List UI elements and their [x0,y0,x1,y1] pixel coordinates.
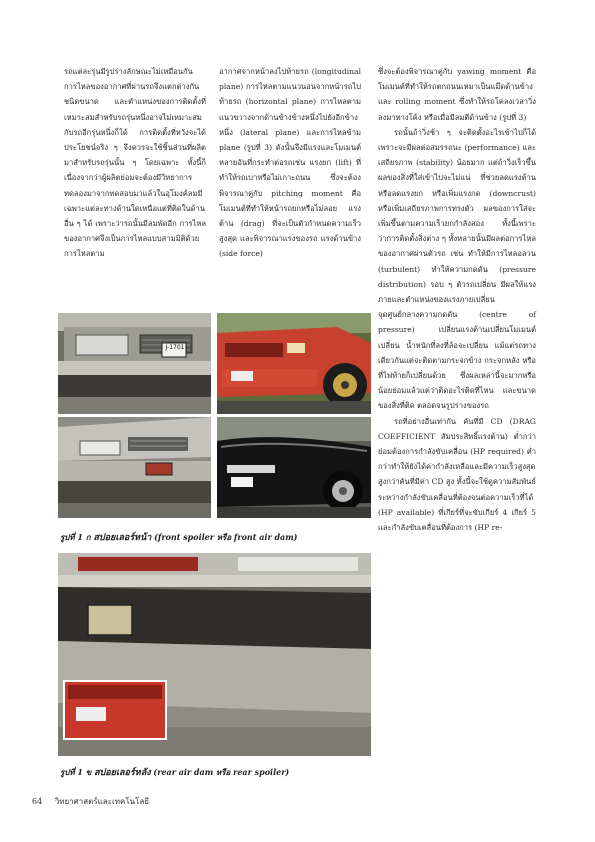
figure-caption-front-spoiler [60,530,297,544]
caption-title: สปอยเลอร์หลัง [94,768,151,778]
car-front-illustration [58,417,211,518]
page-number: 64 [32,797,43,806]
caption-title: สปอยเลอร์หน้า [93,533,152,543]
car-front-illustration [58,313,211,414]
photo-rear-spoiler-car [58,553,371,756]
text-column-1 [64,64,206,262]
caption-english: (front spoiler หรือ front air dam) [154,532,298,542]
red-car-illustration [217,313,371,414]
paragraph: รถที่อย่างอื่นเท่ากัน คันที่มี CD (DRAG COEFFICIENT สัมประสิทธิ์แรงต้าน) ต่ำกว่าย่อมต้องการกำลังขับเคลื่อน (HP required) ต่ำกว่าทำให้ยังได้ค่ากำลังเหลือและมีความเร็วสูงสุดสูงกว่าคันที่มีค่า CD สูง ทั้งนี้จะใช้ดูความสัมพันธ์ระหว่างกำลังขับเคลื่อนที่ต้องจนต่อความเร็วที่ได้ (HP available) ที่เกียร์ที่จะขับเกียร์ 4 เกียร์ 5 และกำลังขับเคลื่อนที่ต้องการ (HP re- [378,416,536,533]
caption-english: (rear air dam หรือ rear spoiler) [153,767,290,777]
page-footer [32,795,149,808]
black-car-illustration [217,417,371,518]
paragraph: รถนั้นถ้าวิ่งช้า ๆ จะติดตั้งอะไรเข้าไปก็ได้ เพราะจะมีผลต่อสมรรถนะ (performance) และเสถียรภาพ (stability) น้อยมาก แต่ถ้าวิ่งเร็วขึ้นผลของสิ่งที่ใส่เข้าไปจะไม่แน่ ที่ช่วยลดแรงต้าน หรือลดแรงยก หรือเพิ่มแรงกด (downcrust) หรือเพิ่มเสถียรภาพการทรงตัว ผลของการใส่จะเพิ่มขึ้นตามความเร็วยกกำลังสอง ทั้งนี้เพราะว่าการติดตั้งสิ่งต่าง ๆ ทั้งหลายนั้นมีผลต่อการไหลของอากาศผ่านตัวรถ เช่น ทำให้มีการไหลอลวน (turbulent) ทำให้ความกดดัน (pressure distribution) รอบ ๆ ตัวรถเปลี่ยน มีผลให้แรงภายและตำแหน่งของแรงภายเปลี่ยน จุดศูนย์กลางความกดดัน (centre of pressure) เปลี่ยนแรงต้านเปลี่ยนโมเมนต์เปลี่ยน น้ำหนักที่ลงที่ล้อจะเปลี่ยน แม้แต่รถทางเดียวกันแต่จะติดตามกระจกข้าง กระจกหลัง หรือที่ไฟท้ายก็เปลี่ยนด้วย ซึ่งผลเหล่านี้จะมากหรือน้อยย่อมแล้วแต่ว่าติดอะไรติดที่ไหน และขนาดของสิ่งที่ติด ตลอดจนรูปร่างของรถ [378,127,536,411]
photo-front-spoiler-red-car [217,313,371,414]
figure-caption-rear-spoiler [60,765,289,779]
caption-label: รูปที่ 1 ข [60,767,92,777]
license-plate-text: J-1701 [165,344,185,351]
paragraph: รถแต่ละรุ่นมีรูปร่างลักษณะไม่เหมือนกัน การไหลของอากาศที่ผ่านรถจึงแตกต่างกัน ชนิดขนาด และตำแหน่งของการติดตั้งที่เหมาะสมสำหรับรถรุ่นหนึ่งอาจไม่เหมาะสมกับรถอีกรุ่นหนึ่งก็ได้ การติดตั้งที่หวังจะได้ประโยชน์จริง ๆ จึงควรจะใช้ชิ้นส่วนที่ผลิตมาสำหรับรถรุ่นนั้น ๆ โดยเฉพาะ ทั้งนี้ก็เนื่องจากว่าผู้ผลิตย่อมจะต้องมีวิทยาการทดลองมาจากทดสอบมาแล้วในอุโมงค์ลมมีเฉพาะแต่ละทางด้านใดเหนือแต่ที่ติดในด้านอื่น ๆ ได้ เพราะว่ารถนั้นมีลมพัดอีก การไหลของอากาศจึงเป็นการไหลแบบสามมิติด้วย การไหลตาม [64,67,206,259]
car-rear-illustration [58,553,371,756]
text-column-2 [219,64,361,262]
photo-front-spoiler-silver-car [58,313,211,414]
paragraph: ซึ่งจะต้องพิจารณาคู่กับ yawing moment คือโมเมนต์ที่ทำให้รถตกถนนเหมาเป็นแมึดด้านข้าง และ rolling moment ซึ่งทำให้รถโคลงเวลาวิ่งลงมาทางโค้ง หรือเมื่อมีลมตีด้านข้าง (รูปที่ 3) [378,67,536,122]
journal-name: วิทยาศาสตร์และเทคโนโลยี [54,797,149,806]
paragraph: อากาศจากหน้าลงไปท้ายรถ (longitudinal plane) การไหลตามแนวนอนจากหน้ารถไปท้ายรถ (horizontal plane) การไหลตามแนวขวางจากด้านข้างข้างหนึ่งไปยังอีกข้างหนึ่ง (lateral plane) และการไหลข้าม plane (รูปที่ 3) ดังนั้นจึงมีแรงและโมเมนต์หลายอันที่กระทำต่อรถเช่น แรงยก (lift) ที่ทำให้รถเบาหรือไม่เกาะถนน ซึ่งจะต้องพิจารณาคู่กับ pitching moment คือโมเมนต์ที่ทำให้หน้ารถยกหรือไม่ลอย แรงต้าน (drag) ที่จะเป็นตัวกำหนดความเร็วสูงสุด และพิจารณาแรงของรถ แรงด้านข้าง (side force) [219,67,361,259]
photo-front-air-dam-silver-car [58,417,211,518]
text-column-3 [378,64,536,535]
caption-label: รูปที่ 1 ก [60,532,91,542]
photo-front-spoiler-black-car [217,417,371,518]
